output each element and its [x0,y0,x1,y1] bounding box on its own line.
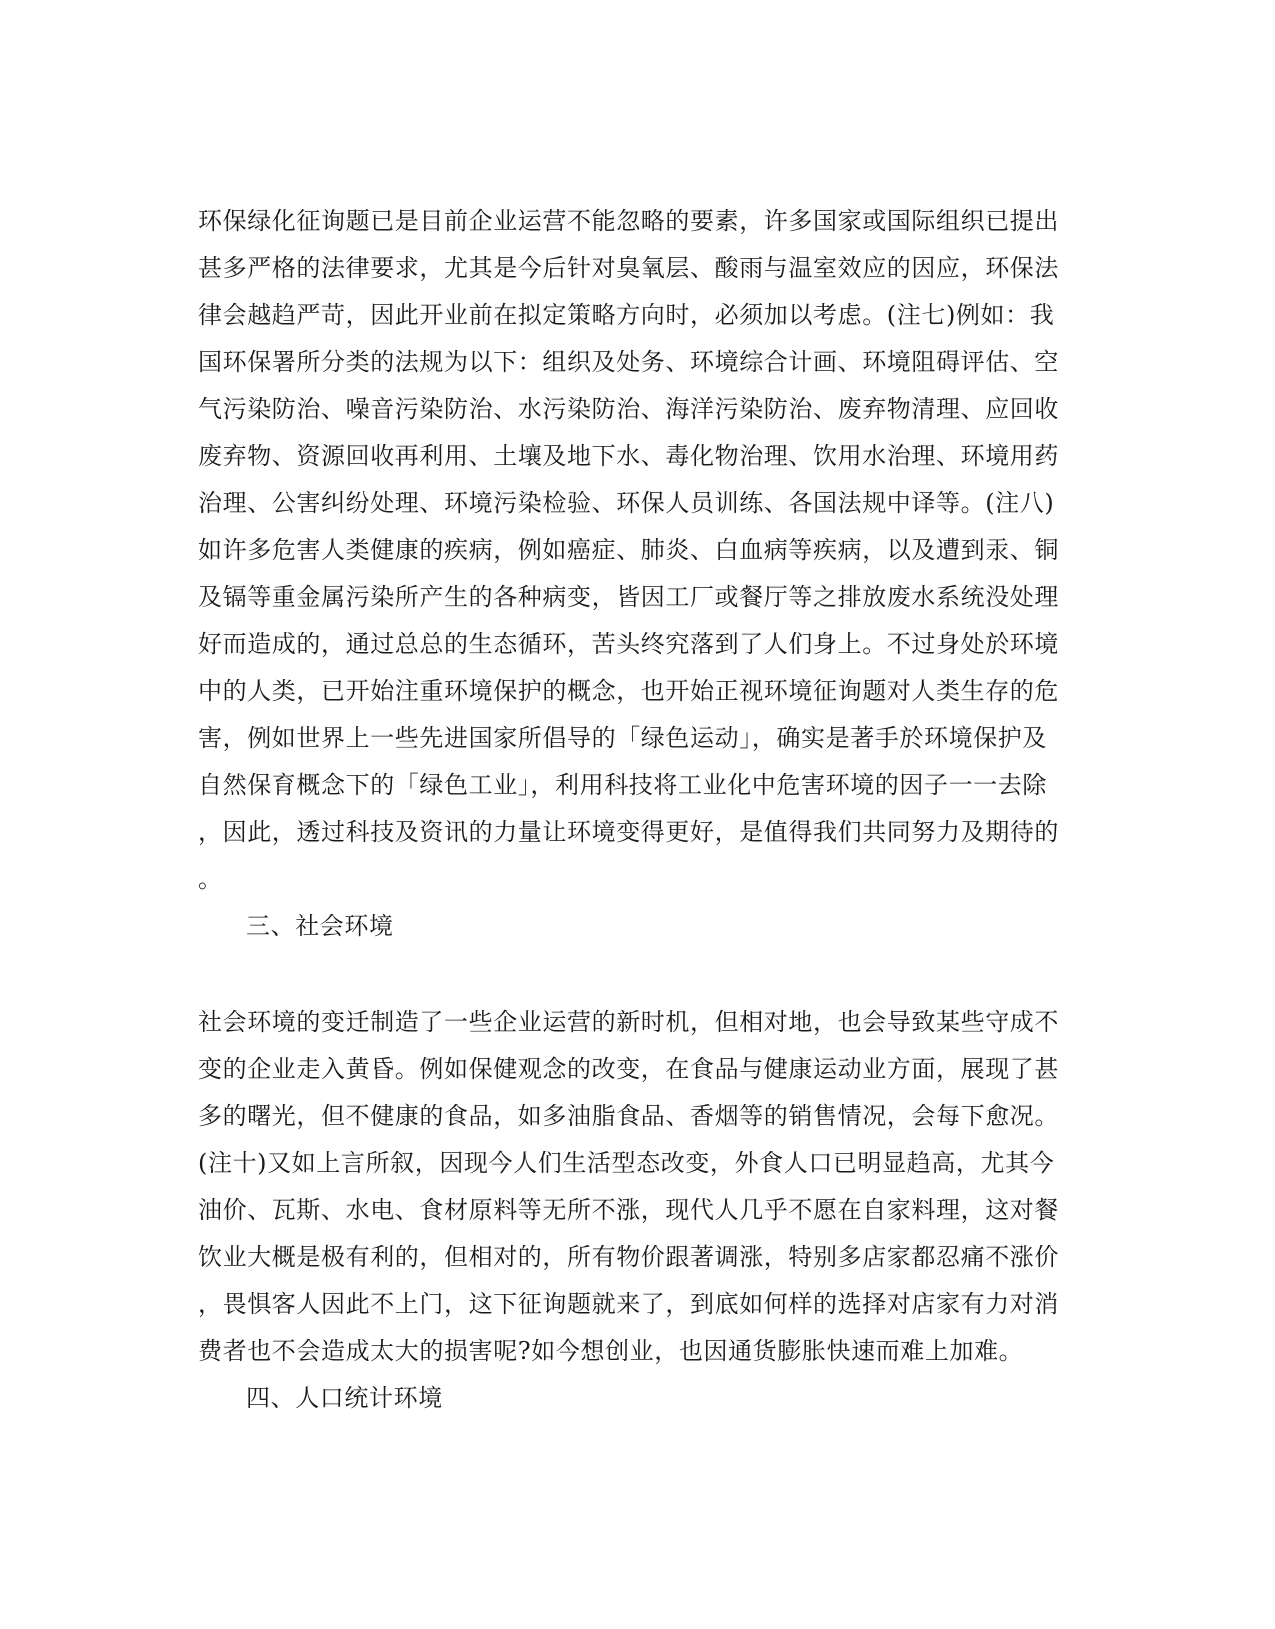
text-line: 如许多危害人类健康的疾病，例如癌症、肺炎、白血病等疾病，以及遭到汞、铜 [198,536,1059,564]
text-line: 饮业大概是极有利的，但相对的，所有物价跟著调涨，特别多店家都忍痛不涨价 [198,1243,1059,1271]
text-line: 国环保署所分类的法规为以下：组织及处务、环境综合计画、环境阻碍评估、空 [198,348,1059,376]
text-line: 甚多严格的法律要求，尤其是今后针对臭氧层、酸雨与温室效应的因应，环保法 [198,254,1059,282]
text-line: 及镉等重金属污染所产生的各种病变，皆因工厂或餐厅等之排放废水系统没处理 [198,583,1059,611]
text-line: ，畏惧客人因此不上门，这下征询题就来了，到底如何样的选择对店家有力对消 [198,1290,1059,1318]
text-line: 律会越趋严苛，因此开业前在拟定策略方向时，必须加以考虑。(注七)例如：我 [198,301,1055,329]
section-heading-demographic: 四、人口统计环境 [246,1384,443,1412]
text-line: 中的人类，已开始注重环境保护的概念，也开始正视环境征询题对人类生存的危 [198,677,1059,705]
text-line: (注十)又如上言所叙，因现今人们生活型态改变，外食人口已明显趋高，尤其今 [198,1149,1055,1177]
text-line: 社会环境的变迁制造了一些企业运营的新时机，但相对地，也会导致某些守成不 [198,1008,1059,1036]
section-heading-social: 三、社会环境 [246,912,394,940]
text-line: 多的曙光，但不健康的食品，如多油脂食品、香烟等的销售情况，会每下愈况。 [198,1102,1059,1130]
text-line: 好而造成的，通过总总的生态循环，苦头终究落到了人们身上。不过身处於环境 [198,630,1059,658]
text-line: 变的企业走入黄昏。例如保健观念的改变，在食品与健康运动业方面，展现了甚 [198,1055,1059,1083]
text-line: 害，例如世界上一些先进国家所倡导的「绿色运动」，确实是著手於环境保护及 [198,724,1047,752]
text-line: 自然保育概念下的「绿色工业」，利用科技将工业化中危害环境的因子一一去除 [198,771,1047,799]
text-line: 油价、瓦斯、水电、食材原料等无所不涨，现代人几乎不愿在自家料理，这对餐 [198,1196,1059,1224]
text-line: 废弃物、资源回收再利用、土壤及地下水、毒化物治理、饮用水治理、环境用药 [198,442,1059,470]
text-line: 。 [198,865,223,893]
text-line: ，因此，透过科技及资讯的力量让环境变得更好，是值得我们共同努力及期待的 [198,818,1059,846]
text-line: 气污染防治、噪音污染防治、水污染防治、海洋污染防治、废弃物清理、应回收 [198,395,1059,423]
text-line: 费者也不会造成太大的损害呢?如今想创业，也因通货膨胀快速而难上加难。 [198,1337,1024,1365]
text-line: 环保绿化征询题已是目前企业运营不能忽略的要素，许多国家或国际组织已提出 [198,207,1059,235]
text-line: 治理、公害纠纷处理、环境污染检验、环保人员训练、各国法规中译等。(注八) [198,489,1055,517]
